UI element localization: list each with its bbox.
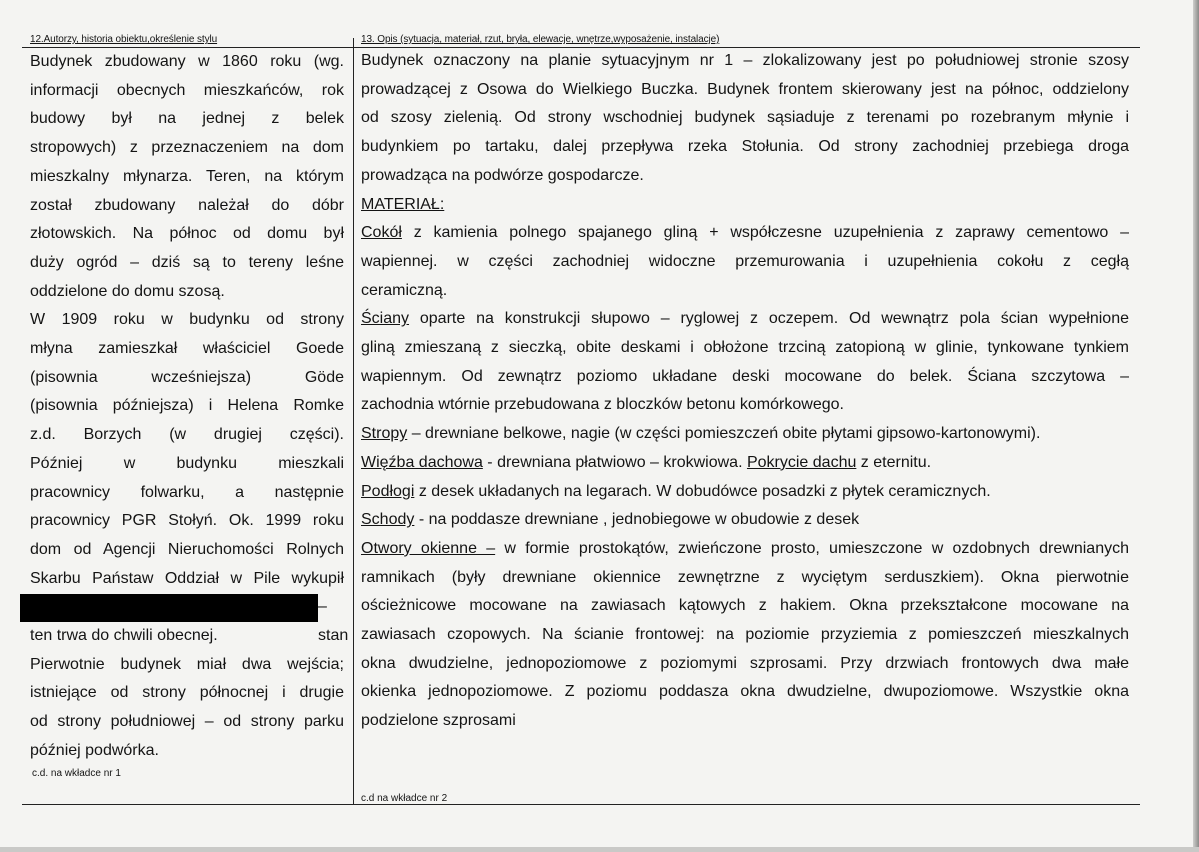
scan-edge	[0, 847, 1199, 852]
text-line: mieszkalny młynarza. Teren, na którym	[30, 167, 344, 185]
text-span: w formie prostokątów, zwieńczone prosto, umieszczone w ozdobnych drewnianych	[495, 539, 1129, 557]
text-line: duży ogród – dziś są to tereny leśne	[30, 253, 344, 271]
text-line: zachodnia wtórnie przebudowana z bloczków betonu komórkowego.	[361, 396, 844, 414]
text-span: - drewniana płatwiowo – krokwiowa.	[482, 453, 747, 471]
walls-paragraph	[361, 305, 1129, 420]
text-line: z.d. Borzych (w drugiej części).	[30, 426, 344, 444]
continuation-note: c.d na wkładce nr 2	[361, 793, 448, 804]
text-line: informacji obecnych mieszkańców, rok	[30, 81, 344, 99]
windows-label: Otwory okienne –	[361, 539, 496, 557]
text-line: młyna zamieszkał właściciel Goede	[30, 340, 344, 358]
text-line: ten trwa do chwili obecnej.	[30, 627, 218, 645]
text-line: Później w budynku mieszkali	[30, 454, 344, 472]
text-line: wapiennej. w części zachodniej widoczne przemurowania i uzupełnienia cokołu z cegłą	[361, 252, 1129, 270]
text-line: Budynek oznaczony na planie sytuacyjnym nr 1 – zlokalizowany jest po południowej stronie szosy	[361, 52, 1129, 69]
location-paragraph	[361, 47, 1129, 191]
material-heading: MATERIAŁ:	[361, 195, 445, 213]
text-line: pracownicy PGR Stołyń. Ok. 1999 roku	[30, 512, 344, 530]
text-line: został zbudowany należał do dóbr	[30, 196, 344, 214]
text-span: - na poddasze drewniane , jednobiegowe w obudowie z desek	[414, 511, 860, 529]
history-paragraph-2	[30, 306, 349, 650]
text-line: (pisownia wcześniejsza) Göde	[30, 368, 344, 386]
text-line: ceramiczną.	[361, 281, 448, 299]
text-line: złotowskich. Na północ od domu był	[30, 225, 344, 243]
description-column	[361, 33, 1129, 804]
history-column	[30, 33, 349, 779]
text-span: z desek układanych na legarach. W dobudówce posadzki z płytek ceramicznych.	[414, 482, 991, 500]
floors-line	[361, 478, 1129, 507]
text-line: Pierwotnie budynek miał dwa wejścia;	[30, 655, 344, 673]
text-line	[361, 535, 1129, 564]
walls-label: Ściany	[361, 310, 410, 328]
text-line: wapiennym. Od zewnątrz poziomo układane deski mocowane do belek. Ściana szczytowa –	[361, 367, 1129, 385]
text-line: (pisownia późniejsza) i Helena Romke	[30, 397, 344, 415]
text-line: prowadzącej z Osowa do Wielkiego Buczka. Budynek frontem skierowany jest na północ, oddzielony	[361, 80, 1129, 98]
text-line: od strony południowej – od strony parku	[30, 713, 344, 731]
text-line: pracownicy folwarku, a następnie	[30, 483, 344, 501]
text-line	[361, 305, 1129, 334]
text-span: oparte na konstrukcji słupowo – ryglowej z oczepem. Od wewnątrz pola ścian wypełnione	[409, 310, 1129, 328]
text-line: gliną zmieszaną z sieczką, obite deskami i obłożone trzciną zatopioną w glinie, tynkowane tynkiem	[361, 339, 1129, 357]
text-line: W 1909 roku w budynku od strony	[30, 311, 344, 329]
ceilings-line	[361, 420, 1129, 449]
text-span: z eternitu.	[856, 453, 932, 471]
text-line: ramnikach (były drewniane okiennice zewnętrzne z wyciętym serduszkiem). Okna pierwotnie	[361, 568, 1129, 586]
text-span: z kamienia polnego spajanego gliną + współczesne uzupełnienia z zaprawy cementowo –	[401, 224, 1129, 242]
text-line: od szosy zielenią. Od strony wschodniej budynek sąsiaduje z terenami po rozebranym młynie i	[361, 109, 1129, 127]
text-line: – stan	[318, 598, 349, 645]
stairs-line	[361, 506, 1129, 535]
redaction-box	[20, 594, 318, 622]
text-line	[361, 219, 1129, 248]
text-line: istniejące od strony północnej i drugie	[30, 684, 344, 702]
bottom-rule	[22, 804, 1140, 805]
text-line: później podwórka.	[30, 741, 159, 759]
text-line: Skarbu Państaw Oddział w Pile wykupił	[30, 569, 344, 587]
plinth-paragraph	[361, 219, 1129, 305]
roofing-label: Pokrycie dachu	[746, 453, 857, 471]
ceilings-label: Stropy	[361, 425, 408, 443]
text-line: prowadząca na podwórze gospodarcze.	[361, 166, 644, 184]
section-12-header: 12.Autorzy, historia obiektu,określenie stylu	[30, 34, 218, 45]
scan-edge	[1193, 0, 1199, 852]
history-paragraph-1	[30, 48, 344, 306]
text-line: zawiasach czopowych. Na ścianie frontowej: na poziomie przyziemia z pomieszczeń mieszkalnych	[361, 626, 1129, 644]
column-divider	[353, 38, 354, 805]
text-line: podzielone szprosami	[361, 712, 516, 730]
floors-label: Podłogi	[361, 482, 415, 500]
continuation-note: c.d. na wkładce nr 1	[32, 767, 121, 779]
roof-truss-label: Więźba dachowa	[361, 453, 483, 471]
section-13-header: 13. Opis (sytuacja, materiał, rzut, bryła, elewacje, wnętrze,wyposażenie, instalacje)	[361, 34, 720, 45]
text-line: Budynek zbudowany w 1860 roku (wg.	[30, 53, 344, 70]
roof-line	[361, 449, 1129, 478]
text-line: budynkiem po tartaku, dalej przepływa rzeka Stołunia. Od strony zachodniej przebiega droga	[361, 138, 1129, 156]
stairs-label: Schody	[361, 511, 415, 529]
text-line: budowy był na jednej z belek	[30, 110, 344, 128]
history-paragraph-3	[30, 651, 344, 766]
text-span: – drewniane belkowe, nagie (w części pomieszczeń obite płytami gipsowo-kartonowymi).	[407, 425, 1041, 443]
text-line: okienka jednopoziomowe. Z poziomu poddasza okna dwudzielne, dwupoziomowe. Wszystkie okna	[361, 683, 1129, 701]
text-line: okna dwudzielne, jednopoziomowe z poziomymi szprosami. Przy drzwiach frontowych dwa małe	[361, 654, 1129, 672]
text-line: dom od Agencji Nieruchomości Rolnych	[30, 540, 344, 558]
text-line: ościeżnicowe mocowane na zawiasach kątowych z hakiem. Okna przekształcone mocowane na	[361, 597, 1129, 615]
plinth-label: Cokół	[361, 224, 402, 242]
windows-paragraph	[361, 535, 1129, 736]
text-line: oddzielone do domu szosą.	[30, 282, 225, 300]
text-line: stropowych) z przeznaczeniem na dom	[30, 139, 344, 157]
